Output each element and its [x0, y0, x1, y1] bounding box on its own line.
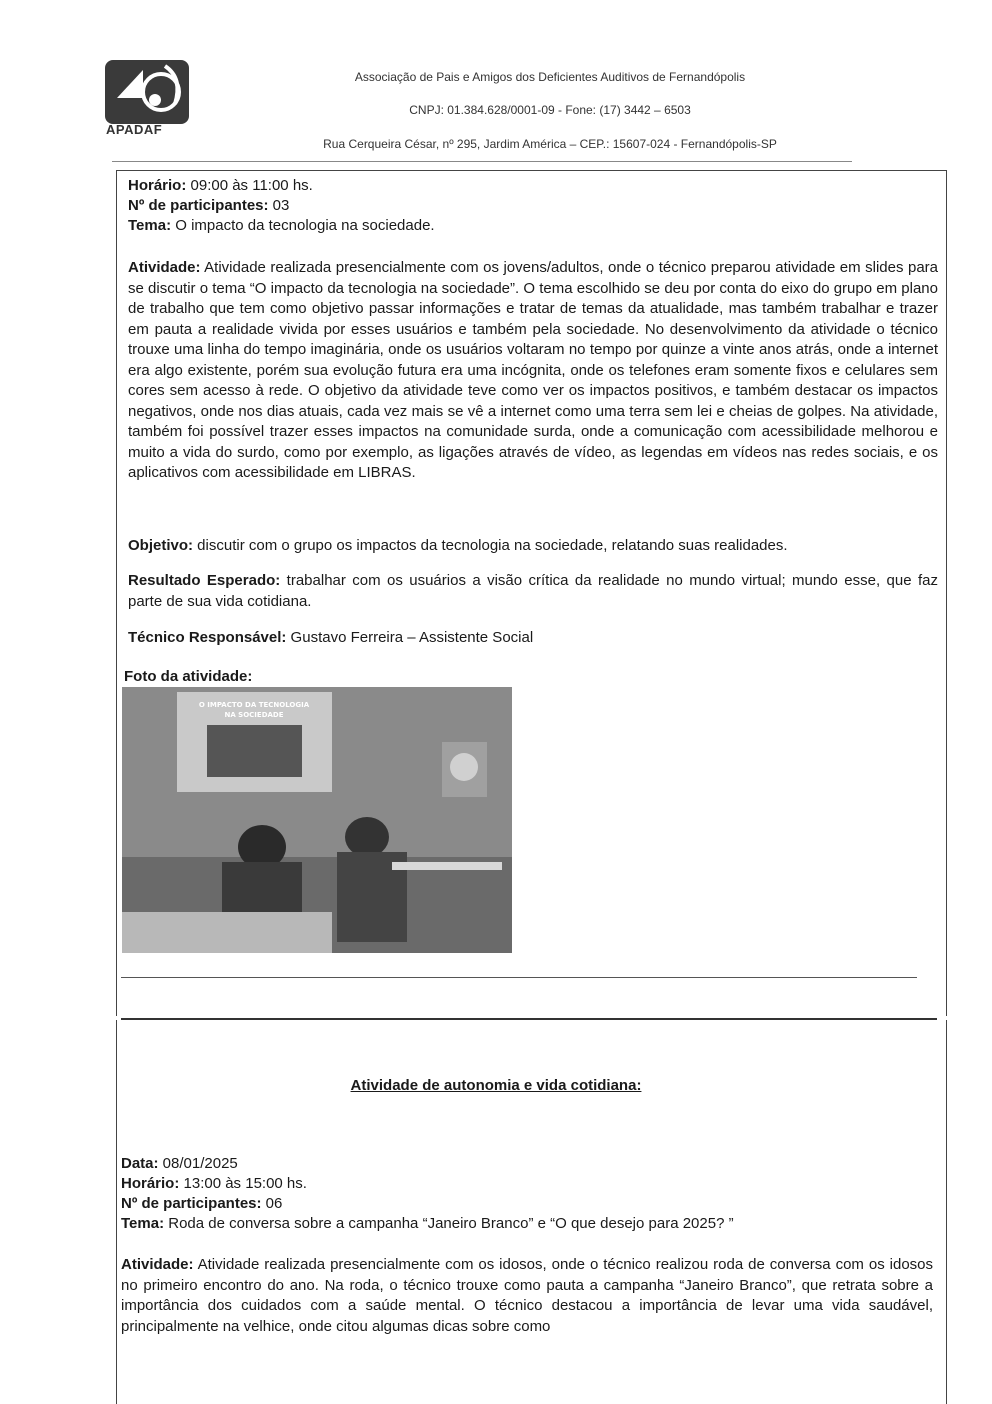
activity-photo	[122, 687, 512, 953]
participantes-label: Nº de participantes:	[128, 197, 269, 214]
header-divider	[112, 161, 852, 162]
foto-label: Foto da atividade:	[124, 668, 253, 685]
objetivo-label: Objetivo:	[128, 537, 194, 554]
objetivo-paragraph	[128, 536, 938, 557]
participantes-value-2: 06	[261, 1195, 283, 1212]
data-label-2: Data:	[121, 1155, 159, 1172]
resultado-label: Resultado Esperado:	[128, 572, 281, 589]
data-value-2: 08/01/2025	[158, 1155, 238, 1172]
section-title: Atividade de autonomia e vida cotidiana:	[350, 1077, 642, 1094]
tema-line	[128, 216, 938, 237]
tema-value: O impacto da tecnologia na sociedade.	[171, 217, 435, 234]
horario-line-2	[121, 1174, 933, 1195]
atividade-label-2: Atividade:	[121, 1256, 194, 1273]
horario-line	[128, 176, 938, 197]
horario-value-2: 13:00 às 15:00 hs.	[179, 1175, 307, 1192]
address: Rua Cerqueira César, nº 295, Jardim América – CEP.: 15607-024 - Fernandópolis-SP	[323, 137, 777, 151]
atividade-label: Atividade:	[128, 259, 201, 276]
resultado-paragraph	[128, 571, 938, 612]
logo-text: APADAF	[106, 122, 163, 137]
participantes-line-2	[121, 1194, 933, 1215]
atividade-text: Atividade realizada presencialmente com os jovens/adultos, onde o técnico preparou atividade em slides para se discutir o tema “O impacto da tecnologia na sociedade”. O tema escolhido se deu por conta do eixo do grupo em plano de trabalho que tem como objetivo passar informações e tratar de temas da atualidade, mas também trabalhar e trazer em pauta a realidade vivida por esses usuários e também pela sociedade. No desenvolvimento da atividade o técnico trouxe uma linha do tempo imaginária, onde os usuários voltaram no tempo por quinze a vinte anos atrás, onde a internet era algo existente, porém sua evolução futura era uma incógnita, onde os telefones eram somente fixos e celulares sem cores sem acesso à rede. O objetivo da atividade teve como ver os impactos positivos, e também destacar os impactos negativos, onde nos dias atuais, cada vez mais se vê a internet como uma terra sem lei e cheias de golpes. Na atividade, também foi possível trazer esses impactos na comunidade surda, onde a comunicação com acessibilidade melhorou e muito a vida do surdo, como por exemplo, as ligações através de vídeo, as legendas em vídeos nas redes sociais, e os aplicativos com acessibilidade em LIBRAS.	[128, 259, 938, 481]
tema-label-2: Tema:	[121, 1215, 165, 1232]
tema-label: Tema:	[128, 217, 172, 234]
atividade-text-2: Atividade realizada presencialmente com os idosos, onde o técnico realizou roda de conversa com os idosos no primeiro encontro do ano. Na roda, o técnico trouxe como pauta a campanha “Janeiro Branco”, que retrata sobre a importância dos cuidados com a saúde mental. O técnico destacou a importância de levar uma vida saudável, principalmente na velhice, onde citou algumas dicas sobre como	[121, 1256, 933, 1335]
foto-label-line	[124, 667, 934, 688]
slide-title-1: O IMPACTO DA TECNOLOGIA	[198, 701, 310, 709]
tema-value-2: Roda de conversa sobre a campanha “Janeiro Branco” e “O que desejo para 2025? ”	[164, 1215, 734, 1232]
resultado-text: trabalhar com os usuários a visão crítica da realidade no mundo virtual; mundo esse, que faz parte de sua vida cotidiana.	[128, 572, 938, 610]
org-name: Associação de Pais e Amigos dos Deficientes Auditivos de Fernandópolis	[354, 70, 746, 84]
tecnico-value: Gustavo Ferreira – Assistente Social	[286, 629, 534, 646]
tema-line-2	[121, 1214, 933, 1235]
horario-label-2: Horário:	[121, 1175, 180, 1192]
section-divider-thick	[121, 1018, 937, 1020]
participantes-line	[128, 196, 938, 217]
horario-label: Horário:	[128, 177, 187, 194]
tecnico-label: Técnico Responsável:	[128, 629, 287, 646]
horario-value: 09:00 às 11:00 hs.	[186, 177, 313, 194]
atividade-paragraph-2	[121, 1255, 933, 1337]
atividade-paragraph	[128, 258, 938, 484]
section-divider-thin	[121, 977, 917, 978]
data-line-2	[121, 1154, 933, 1175]
objetivo-text: discutir com o grupo os impactos da tecnologia na sociedade, relatando suas realidades.	[193, 537, 788, 554]
cnpj-phone: CNPJ: 01.384.628/0001-09 - Fone: (17) 3442 – 6503	[409, 103, 691, 117]
tecnico-line	[128, 628, 938, 649]
slide-title-2: NA SOCIEDADE	[224, 711, 284, 719]
participantes-label-2: Nº de participantes:	[121, 1195, 262, 1212]
participantes-value: 03	[268, 197, 290, 214]
